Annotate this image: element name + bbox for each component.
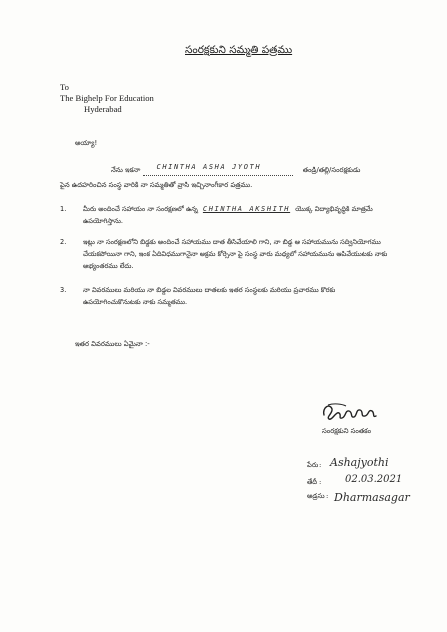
- other-details-label: ఇతర వివరములు ఏమైనా :-: [75, 340, 150, 348]
- name-value: Ashajyothi: [330, 456, 389, 469]
- item-number: 1.: [60, 205, 67, 213]
- item-text: నా వివరములు మరియు నా బిడ్డల వివరములు దాతలకు ఇతర సంస్థలకు మరియు ప్రచారము కొరకు ఉపయోగించుకొనుటకు నాకు సమ్మతము.: [83, 286, 336, 306]
- student-name: CHINTHA AKSHITH: [202, 205, 291, 213]
- item-text: [83, 203, 393, 227]
- consent-item-1: [60, 203, 390, 229]
- recipient-to: To: [60, 82, 69, 92]
- item-number: 3.: [60, 286, 67, 294]
- intro-line-2: పైన ఉదహరించిన సంస్థ వారికి నా సమ్మతితో వ్రాసి ఇచ్చినాంగీకార పత్రము.: [60, 181, 253, 189]
- signature-label: సంరక్షకుని సంతకం: [322, 427, 372, 435]
- item-1-text-before: మీరు అందించే సహాయం నా సంరక్షణలో ఉన్న: [83, 205, 198, 213]
- name-colon: :: [319, 461, 322, 469]
- address-value: Dharmasagar: [334, 491, 410, 504]
- date-value: 02.03.2021: [345, 474, 403, 485]
- intro-prefix: నేను ఇకనా: [111, 166, 141, 174]
- consent-item-2: [60, 236, 390, 274]
- item-1-text-after: యొక్క విద్యాభివృద్ధికి మాత్రమే ఉపయోగిస్తాను.: [83, 205, 373, 225]
- item-number: 2.: [60, 238, 67, 246]
- date-colon: :: [319, 478, 322, 486]
- address-label: అడ్రసు: [307, 492, 325, 500]
- date-label: తేదీ: [307, 478, 318, 486]
- guardian-name: CHINTHA ASHA JYOTH: [156, 163, 262, 171]
- letter-title: సంరక్షకుని సమ్మతి పత్రము: [185, 44, 293, 56]
- guardian-signature-image: [320, 401, 380, 423]
- recipient-city: Hyderabad: [84, 104, 122, 114]
- consent-item-3: [60, 284, 390, 310]
- item-text: ఇట్లు నా సంరక్షణలోని బిడ్డకు అందించే సహాయము దాత తీసివేయాలి గాని, నా బిడ్డ ఆ సహాయమును సద్వినియోగము చేయకపోయినా గాని, ఇంక ఏదివిధముగానైనా అక్రమ కోర్సెనా పై సంస్థ వారు మధ్యలో సహాయమును ఆపివేయుటకు నాకు అభ్యంతరము లేదు.: [83, 238, 388, 270]
- guardian-name-field: [143, 163, 293, 176]
- name-label: పేరు: [307, 461, 319, 469]
- address-colon: :: [326, 492, 329, 500]
- relation-label: తండ్రి/తల్లి/సంరక్షకుడు: [302, 166, 361, 174]
- intro-line-1: [111, 163, 361, 176]
- salutation: అయ్యా!: [75, 139, 98, 147]
- recipient-organization: The Bighelp For Education: [60, 93, 154, 103]
